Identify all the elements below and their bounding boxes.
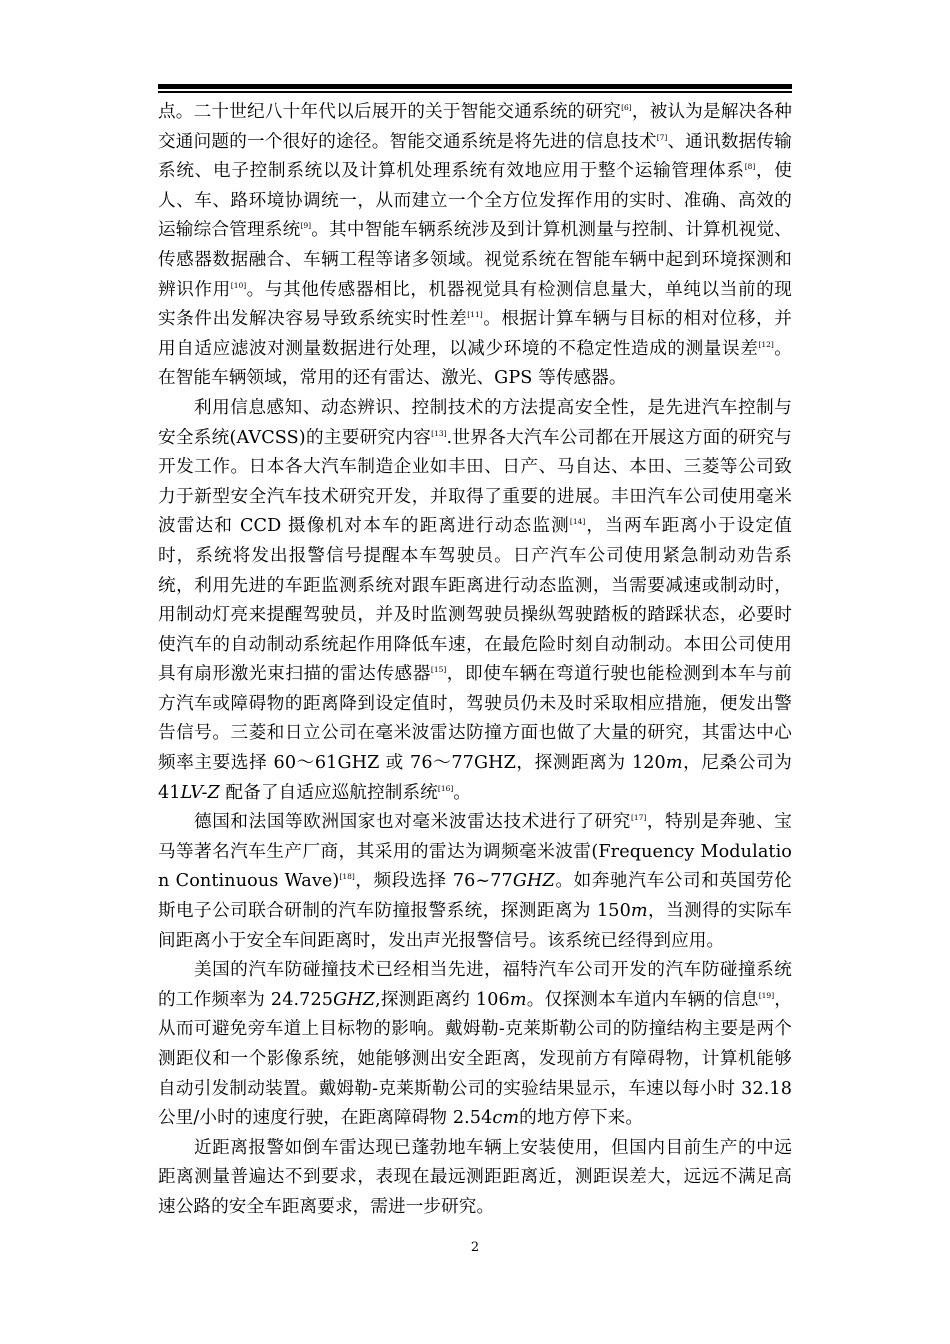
text-run: ,探测距离约 106 (375, 989, 510, 1010)
text-run: ，尼桑公司为 41 (158, 753, 792, 803)
citation-ref: [12] (758, 339, 774, 349)
text-run: 的地方停下来。 (519, 1108, 644, 1129)
text-run: 配备了自适应巡航控制系统 (219, 782, 438, 803)
text-run: 。在智能车辆领域，常用的还有雷达、激光、GPS 等传感器。 (158, 338, 792, 389)
text-run: .世界各大汽车公司都在开展这方面的研究与开发工作。日本各大汽车制造企业如丰田、日产、马自达、本田、三菱等公司致力于新型安全汽车技术研究开发，并取得了重要的进展。丰田汽车公司使用毫米波雷达和 CCD 摄像机对本车的距离进行动态监测 (158, 427, 792, 537)
header-rule-thick (158, 84, 792, 89)
text-run: 近距离报警如倒车雷达现已蓬勃地车辆上安装使用，但国内目前生产的中远距离测量普遍达不到要求，表现在最远测距距离近，测距误差大，远远不满足高速公路的安全车距离要求，需进一步研究。 (158, 1137, 792, 1217)
text-run: 。仅探测本车道内车辆的信息 (526, 989, 759, 1010)
paragraph-3 (158, 808, 792, 956)
header-rule-thin (158, 91, 792, 93)
paragraph-1 (158, 98, 792, 394)
text-run: ，被认为是解决各种交通问题的一个很好的途径。智能交通系统是将先进的信息技术 (158, 102, 792, 152)
citation-ref: [13] (431, 428, 447, 438)
text-run: 、通讯数据传输系统、电子控制系统以及计算机处理系统有效地应用于整个运输管理体系 (158, 131, 793, 182)
citation-ref: [10] (230, 280, 247, 290)
header-rule (158, 84, 792, 95)
citation-ref: [17] (630, 813, 647, 823)
citation-ref: [6] (621, 103, 632, 112)
text-run: 。如奔驰汽车公司和英国劳伦斯电子公司联合研制的汽车防撞报警系统，探测距离为 150 (158, 871, 792, 922)
text-run: ，当测得的实际车间距离小于安全车间距离时，发出声光报警信号。该系统已经得到应用。 (158, 901, 792, 951)
citation-ref: [7] (656, 132, 668, 142)
text-run: ，特别是奔驰、宝马等著名汽车生产厂商，其采用的雷达为调频毫米波雷(Frequency Modulation Continuous Wave) (158, 812, 792, 892)
page-number: 2 (470, 1240, 480, 1255)
text-run: 。其中智能车辆系统涉及到计算机测量与控制、计算机视觉、传感器数据融合、车辆工程等诸多领域。视觉系统在智能车辆中起到环境探测和辨识作用 (158, 220, 792, 300)
italic-unit: GHZ (333, 989, 376, 1010)
italic-unit: m (630, 901, 648, 922)
citation-ref: [14] (569, 517, 586, 527)
body-text (158, 98, 792, 1223)
text-run: ，使人、车、路环境协调统一，从而建立一个全方位发挥作用的实时、准确、高效的运输综合管理系统 (158, 161, 792, 241)
italic-unit: GHZ (512, 871, 555, 892)
italic-unit: LV-Z (180, 782, 220, 803)
paragraph-2 (158, 394, 792, 808)
text-run: 。与其他传感器相比，机器视觉具有检测信息量大，单纯以当前的现实条件出发解决容易导致系统实时性差 (158, 279, 792, 330)
citation-ref: [9] (300, 221, 312, 231)
italic-unit: m (665, 753, 683, 774)
italic-unit: cm (492, 1108, 520, 1129)
citation-ref: [15] (430, 665, 447, 675)
text-run: ，即使车辆在弯道行驶也能检测到本车与前方汽车或障碍物的距离降到设定值时，驾驶员仍未及时采取相应措施，便发出警告信号。三菱和日立公司在毫米波雷达防撞方面也做了大量的研究，其雷达中心频率主要选择 60～61GHZ 或 76～77GHZ，探测距离为 120 (158, 664, 792, 774)
text-run: 。根据计算车辆与目标的相对位移，并用自适应滤波对测量数据进行处理，以减少环境的不稳定性造成的测量误差 (158, 309, 792, 359)
text-run: 点。二十世纪八十年代以后展开的关于智能交通系统的研究 (158, 102, 622, 122)
italic-unit: m (509, 989, 527, 1010)
citation-ref: [11] (467, 310, 483, 320)
text-run: 德国和法国等欧洲国家也对毫米波雷达技术进行了研究 (194, 812, 631, 833)
paragraph-5 (158, 1134, 792, 1223)
citation-ref: [19] (758, 990, 775, 1000)
citation-ref: [18] (339, 872, 355, 882)
citation-ref: [16] (437, 783, 454, 793)
paragraph-4 (158, 956, 792, 1134)
citation-ref: [8] (744, 162, 756, 172)
text-run: ，当两车距离小于设定值时，系统将发出报警信号提醒本车驾驶员。日产汽车公司使用紧急制动劝告系统，利用先进的车距监测系统对跟车距离进行动态监测，当需要减速或制动时，用制动灯亮来提醒驾驶员，并及时监测驾驶员操纵驾驶踏板的踏踩状态，必要时使汽车的自动制动系统起作用降低车速，在最危险时刻自动制动。本田公司使用具有扇形激光束扫描的雷达传感器 (158, 516, 792, 685)
text-run: ，从而可避免旁车道上目标物的影响。戴姆勒-克莱斯勒公司的防撞结构主要是两个测距仪和一个影像系统，她能够测出安全距离，发现前方有障碍物，计算机能够自动引发制动装置。戴姆勒-克莱斯勒公司的实验结果显示，车速以每小时 32.18 公里/小时的速度行驶，在距离障碍物 2.54 (158, 989, 792, 1129)
text-run: 美国的汽车防碰撞技术已经相当先进，福特汽车公司开发的汽车防碰撞系统的工作频率为 24.725 (158, 960, 792, 1010)
text-run: ，频段选择 76~77 (354, 871, 513, 892)
text-run: 。 (453, 782, 471, 803)
text-run: 利用信息感知、动态辨识、控制技术的方法提高安全性，是先进汽车控制与安全系统(AVCSS)的主要研究内容 (158, 397, 792, 448)
